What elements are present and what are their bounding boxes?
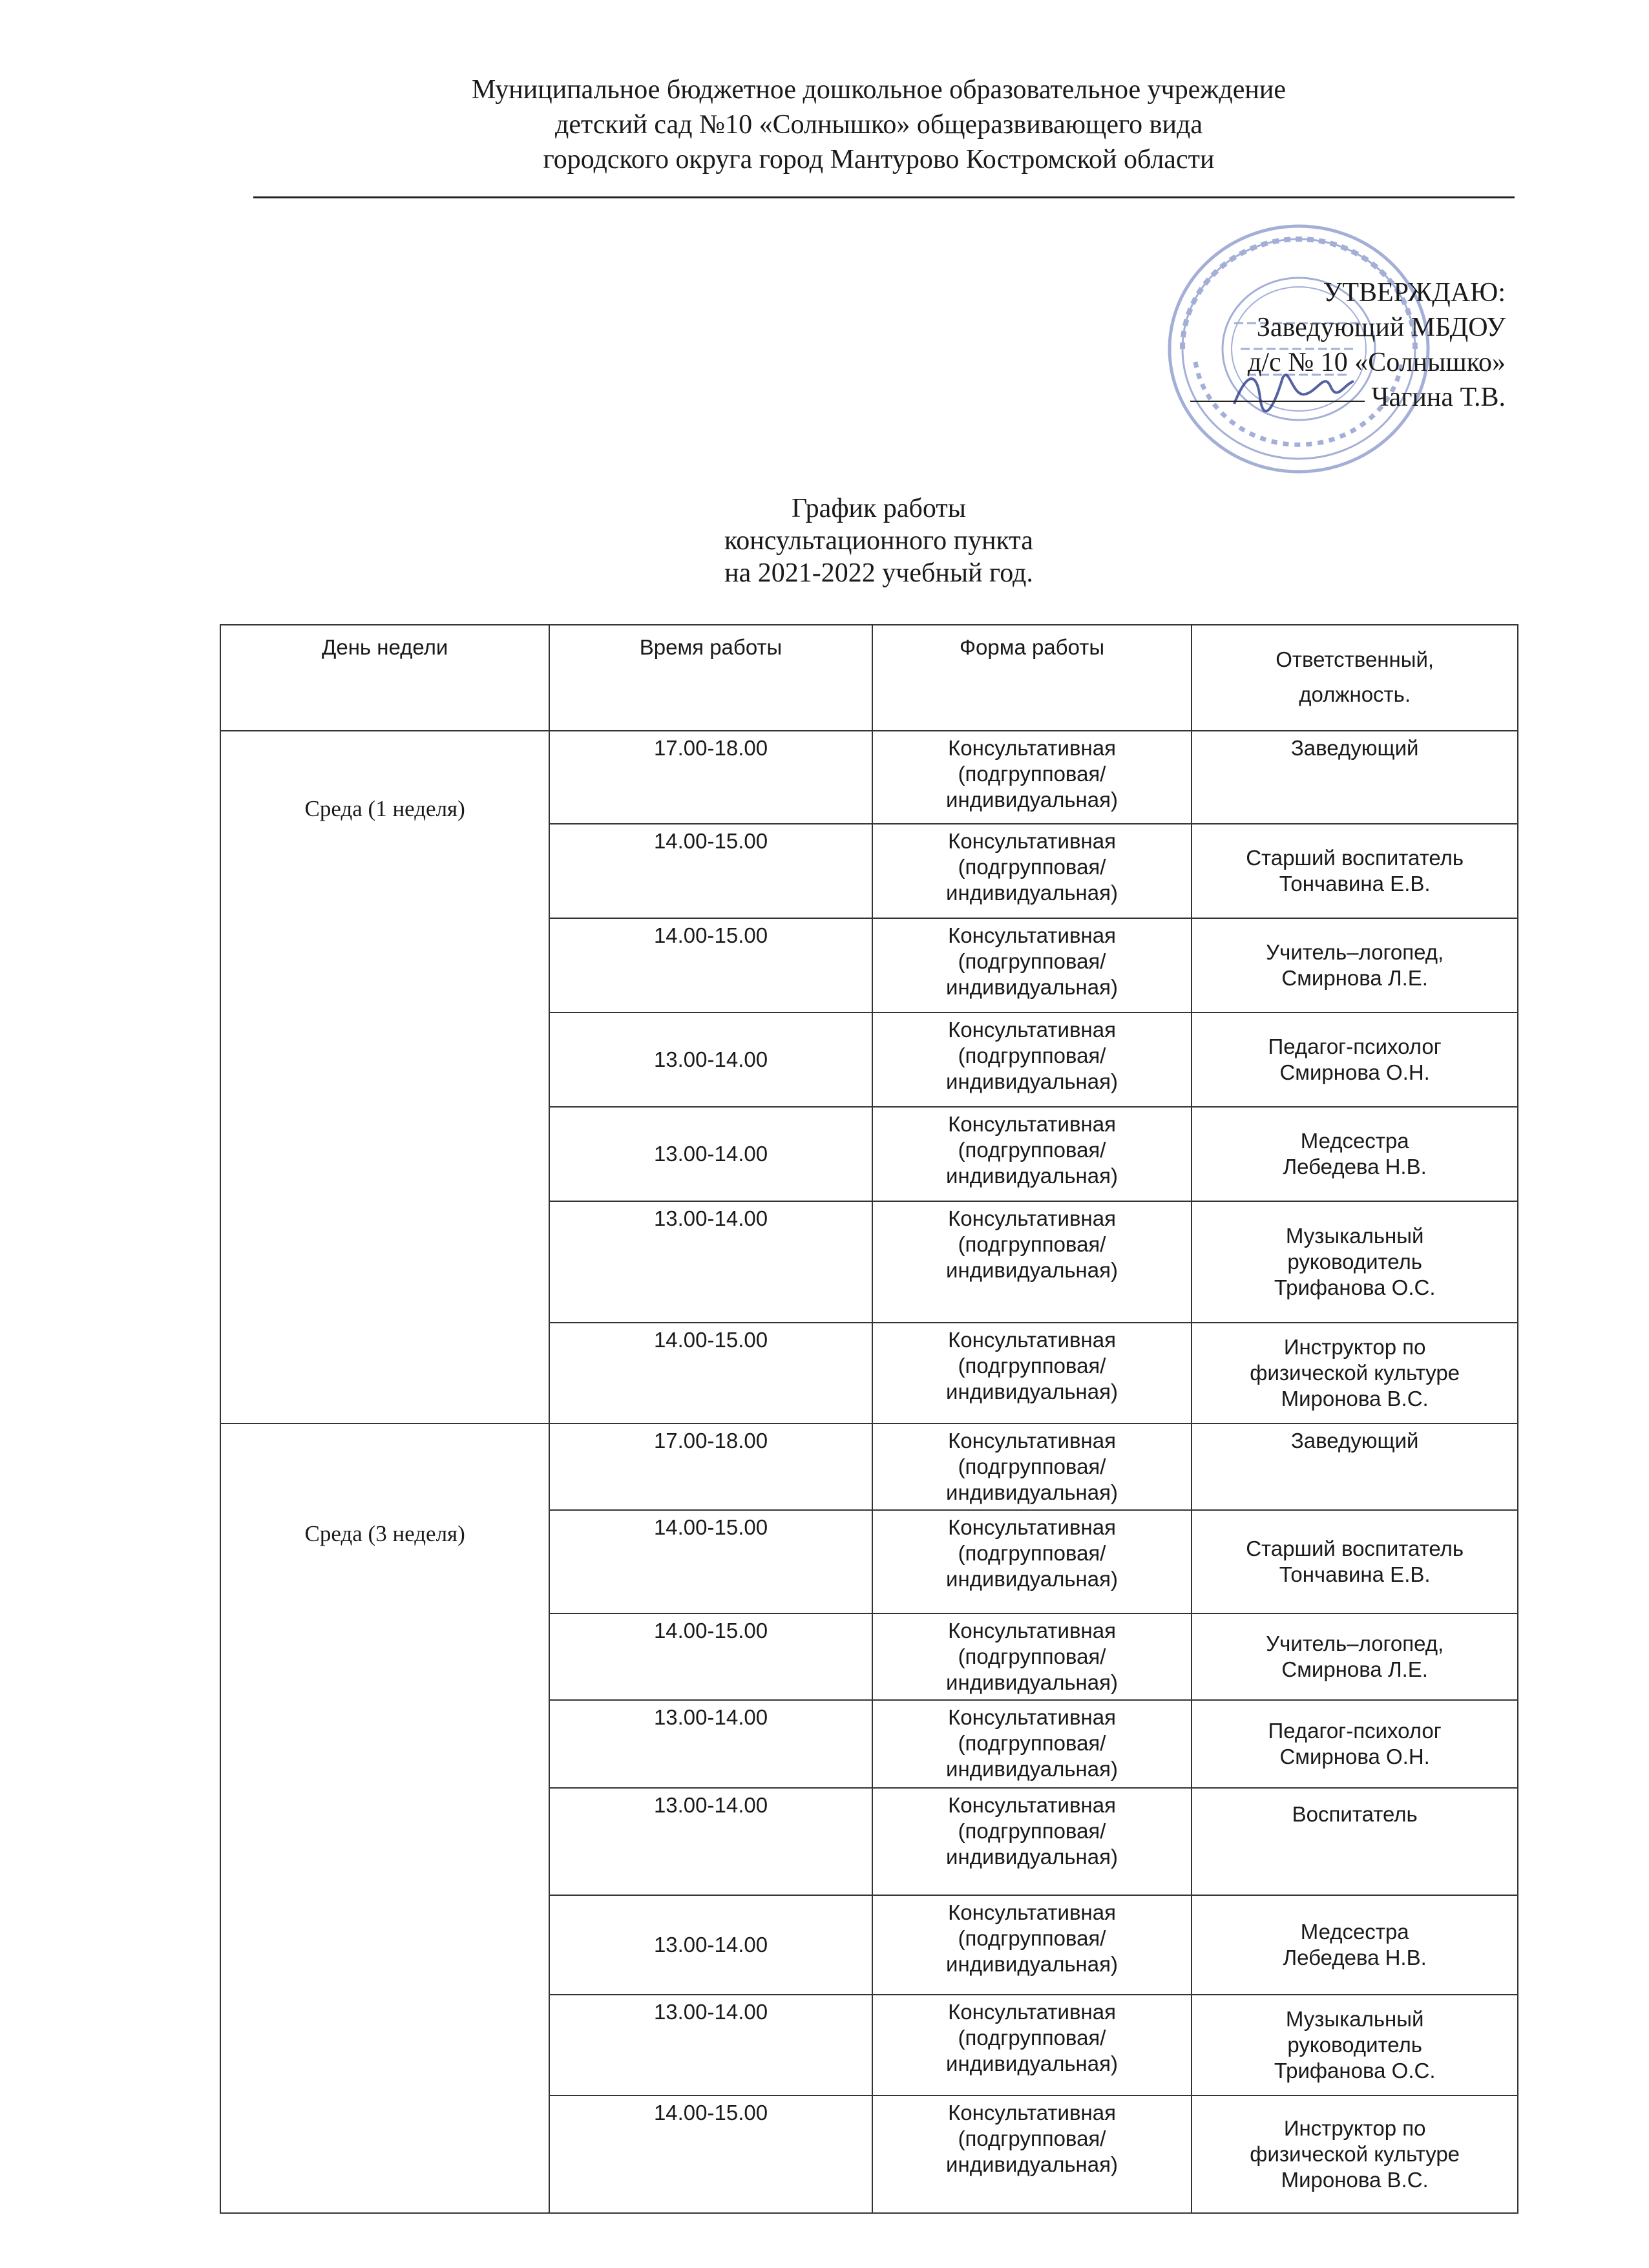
responsible-line: Трифанова О.С. (1274, 2059, 1436, 2083)
header-line-2: детский сад №10 «Солнышко» общеразвивающего вида (554, 110, 1203, 140)
form-line: индивидуальная) (946, 975, 1118, 999)
form-line: (подгрупповая/ (958, 762, 1106, 786)
responsible-line: физической культуре (1250, 1361, 1460, 1385)
form-line: Консультативная (948, 1328, 1116, 1352)
header-line-3: городского округа город Мантурово Костромской области (543, 145, 1215, 174)
form-line: Консультативная (948, 923, 1116, 947)
form-line: Консультативная (948, 1619, 1116, 1643)
form-cell (872, 1995, 1192, 2095)
time-cell: 14.00-15.00 (549, 918, 872, 1013)
responsible-line: Инструктор по (1283, 1335, 1426, 1359)
document-title (556, 492, 1202, 589)
time-cell: 14.00-15.00 (549, 1510, 872, 1613)
responsible-cell (1192, 1788, 1518, 1895)
responsible-line: Педагог-психолог (1268, 1719, 1442, 1743)
form-line: (подгрупповая/ (958, 2026, 1106, 2050)
responsible-cell (1192, 1613, 1518, 1700)
form-line: индивидуальная) (946, 2052, 1118, 2075)
form-line: Консультативная (948, 2101, 1116, 2125)
form-cell (872, 1510, 1192, 1613)
table-header-row (220, 625, 1518, 731)
form-line: индивидуальная) (946, 1480, 1118, 1504)
responsible-cell (1192, 1995, 1518, 2095)
form-line: (подгрупповая/ (958, 1819, 1106, 1843)
responsible-line: Трифанова О.С. (1274, 1276, 1436, 1299)
form-line: Консультативная (948, 1793, 1116, 1817)
responsible-line: Заведующий (1290, 1429, 1419, 1453)
time-cell: 13.00-14.00 (549, 1995, 872, 2095)
responsible-line: Миронова В.С. (1281, 1387, 1429, 1411)
column-header-responsible (1192, 625, 1518, 731)
responsible-cell (1192, 1013, 1518, 1107)
form-line: индивидуальная) (946, 881, 1118, 905)
title-line-3: на 2021-2022 учебный год. (724, 558, 1033, 588)
form-line: (подгрупповая/ (958, 1644, 1106, 1668)
table-row (220, 1423, 1518, 1510)
form-cell (872, 2095, 1192, 2213)
form-line: Консультативная (948, 1515, 1116, 1539)
form-line: индивидуальная) (946, 1845, 1118, 1869)
responsible-line: Учитель–логопед, (1266, 1632, 1444, 1655)
responsible-line: Инструктор по (1283, 2116, 1426, 2140)
form-line: Консультативная (948, 1018, 1116, 1042)
form-line: (подгрупповая/ (958, 1044, 1106, 1067)
form-line: индивидуальная) (946, 2152, 1118, 2176)
responsible-line: физической культуре (1250, 2142, 1460, 2166)
responsible-line: Заведующий (1290, 736, 1419, 760)
form-line: индивидуальная) (946, 1069, 1118, 1093)
header-divider (253, 196, 1515, 198)
form-line: индивидуальная) (946, 1670, 1118, 1694)
time-cell: 14.00-15.00 (549, 1323, 872, 1423)
responsible-cell (1192, 1700, 1518, 1788)
responsible-cell (1192, 1510, 1518, 1613)
form-line: Консультативная (948, 1112, 1116, 1136)
header-line-1: Муниципальное бюджетное дошкольное образовательное учреждение (472, 75, 1286, 105)
day-cell: Среда (3 неделя) (220, 1423, 549, 2213)
title-line-2: консультационного пункта (724, 526, 1033, 556)
time-cell: 17.00-18.00 (549, 731, 872, 824)
responsible-cell (1192, 1201, 1518, 1323)
approval-signer-name: Чагина Т.В. (1371, 383, 1506, 412)
column-header-form: Форма работы (872, 625, 1192, 731)
form-line: Консультативная (948, 2000, 1116, 2024)
responsible-cell (1192, 824, 1518, 918)
form-line: Консультативная (948, 736, 1116, 760)
day-cell: Среда (1 неделя) (220, 731, 549, 1423)
responsible-line: Смирнова Л.Е. (1281, 966, 1428, 990)
form-line: (подгрупповая/ (958, 855, 1106, 879)
responsible-line: Смирнова О.Н. (1279, 1745, 1430, 1769)
time-cell: 13.00-14.00 (549, 1107, 872, 1201)
responsible-line: руководитель (1287, 2033, 1422, 2057)
form-line: (подгрупповая/ (958, 1232, 1106, 1256)
responsible-cell (1192, 731, 1518, 824)
time-cell: 14.00-15.00 (549, 824, 872, 918)
form-cell (872, 1201, 1192, 1323)
form-line: (подгрупповая/ (958, 1541, 1106, 1565)
time-cell: 13.00-14.00 (549, 1895, 872, 1995)
responsible-line: Медсестра (1300, 1129, 1409, 1153)
approval-block (1190, 275, 1506, 415)
responsible-cell (1192, 1107, 1518, 1201)
responsible-line: Педагог-психолог (1268, 1034, 1442, 1058)
form-cell (872, 918, 1192, 1013)
form-line: индивидуальная) (946, 1380, 1118, 1403)
responsible-cell (1192, 1423, 1518, 1510)
form-line: индивидуальная) (946, 1164, 1118, 1188)
form-cell (872, 1013, 1192, 1107)
form-cell (872, 1423, 1192, 1510)
approval-heading: УТВЕРЖДАЮ: (1323, 278, 1506, 308)
responsible-line: Воспитатель (1292, 1802, 1418, 1826)
responsible-cell (1192, 1895, 1518, 1995)
responsible-cell (1192, 2095, 1518, 2213)
responsible-line: Музыкальный (1285, 1224, 1424, 1248)
time-cell: 13.00-14.00 (549, 1013, 872, 1107)
responsible-line: Учитель–логопед, (1266, 940, 1444, 964)
form-line: (подгрупповая/ (958, 949, 1106, 973)
form-line: (подгрупповая/ (958, 1354, 1106, 1378)
time-cell: 14.00-15.00 (549, 2095, 872, 2213)
time-cell: 13.00-14.00 (549, 1700, 872, 1788)
responsible-cell (1192, 1323, 1518, 1423)
responsible-line: Лебедева Н.В. (1283, 1155, 1427, 1179)
form-line: Консультативная (948, 1206, 1116, 1230)
approval-organization: д/с № 10 «Солнышко» (1248, 348, 1506, 377)
responsible-line: Музыкальный (1285, 2007, 1424, 2031)
form-line: (подгрупповая/ (958, 1138, 1106, 1162)
form-line: Консультативная (948, 1705, 1116, 1729)
form-line: Консультативная (948, 829, 1116, 853)
organization-header (246, 72, 1512, 177)
time-cell: 13.00-14.00 (549, 1788, 872, 1895)
title-line-1: График работы (792, 494, 966, 523)
form-cell (872, 1107, 1192, 1201)
time-cell: 17.00-18.00 (549, 1423, 872, 1510)
responsible-cell (1192, 918, 1518, 1013)
form-line: (подгрупповая/ (958, 1926, 1106, 1950)
responsible-line: Смирнова Л.Е. (1281, 1657, 1428, 1681)
form-cell (872, 1323, 1192, 1423)
column-header-time: Время работы (549, 625, 872, 731)
form-line: (подгрупповая/ (958, 1454, 1106, 1478)
form-cell (872, 731, 1192, 824)
signature-line (1190, 398, 1365, 402)
form-line: индивидуальная) (946, 1567, 1118, 1591)
form-line: Консультативная (948, 1429, 1116, 1453)
responsible-line: Старший воспитатель (1246, 1537, 1464, 1560)
form-cell (872, 1895, 1192, 1995)
form-cell (872, 1788, 1192, 1895)
table-row (220, 731, 1518, 824)
form-line: Консультативная (948, 1900, 1116, 1924)
time-cell: 14.00-15.00 (549, 1613, 872, 1700)
form-line: индивидуальная) (946, 1258, 1118, 1282)
responsible-line: Старший воспитатель (1246, 846, 1464, 870)
form-cell (872, 1613, 1192, 1700)
form-cell (872, 824, 1192, 918)
responsible-line: Миронова В.С. (1281, 2168, 1429, 2192)
approval-signer-row (1190, 380, 1506, 415)
responsible-line: руководитель (1287, 1250, 1422, 1274)
approval-position: Заведующий МБДОУ (1256, 313, 1506, 342)
responsible-line: Тончавина Е.В. (1279, 872, 1431, 896)
form-line: (подгрупповая/ (958, 2126, 1106, 2150)
column-header-day: День недели (220, 625, 549, 731)
column-header-responsible-text: Ответственный, должность. (1276, 647, 1434, 706)
form-line: индивидуальная) (946, 788, 1118, 812)
form-line: индивидуальная) (946, 1757, 1118, 1781)
responsible-line: Смирнова О.Н. (1279, 1060, 1430, 1084)
form-line: индивидуальная) (946, 1952, 1118, 1976)
form-cell (872, 1700, 1192, 1788)
form-line: (подгрупповая/ (958, 1731, 1106, 1755)
schedule-table (220, 624, 1518, 2214)
responsible-line: Медсестра (1300, 1920, 1409, 1944)
time-cell: 13.00-14.00 (549, 1201, 872, 1323)
responsible-line: Лебедева Н.В. (1283, 1946, 1427, 1969)
responsible-line: Тончавина Е.В. (1279, 1562, 1431, 1586)
